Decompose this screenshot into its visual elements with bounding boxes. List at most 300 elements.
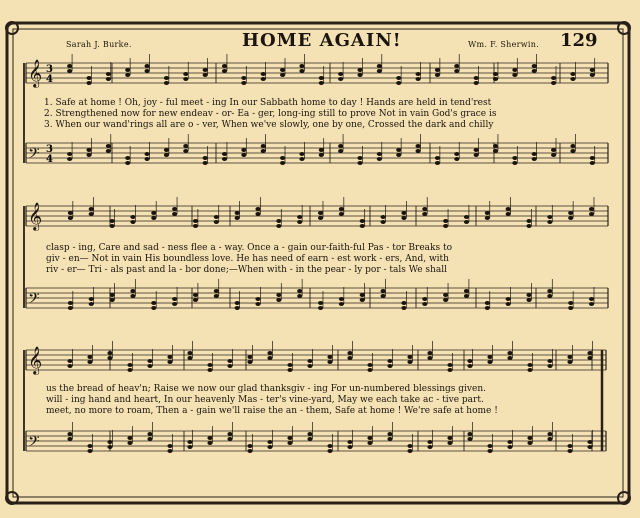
note-head	[567, 355, 572, 359]
note-head	[318, 306, 323, 310]
note-head	[107, 351, 112, 355]
note-head	[193, 298, 198, 302]
note-head	[297, 220, 302, 224]
hymn-title: HOME AGAIN!	[242, 30, 402, 51]
note-head	[164, 153, 169, 157]
note-head	[172, 302, 177, 306]
note-head	[387, 359, 392, 363]
note-head	[67, 157, 72, 161]
note-head	[261, 149, 266, 153]
note-head	[130, 220, 135, 224]
note-head	[443, 219, 448, 223]
lyric-line: 2. Strengthened now for new endeav - or- Ea - ger, long-ing still to prove Not in vain God's grace is	[44, 109, 497, 119]
note-head	[110, 293, 115, 297]
note-head	[427, 440, 432, 444]
note-head	[474, 148, 479, 152]
note-head	[512, 73, 517, 77]
note-head	[527, 363, 532, 367]
note-head	[287, 441, 292, 445]
note-head	[339, 212, 344, 216]
note-head	[506, 297, 511, 301]
note-head	[467, 437, 472, 441]
note-head	[241, 148, 246, 152]
note-head	[247, 360, 252, 364]
note-head	[526, 219, 531, 223]
note-head	[568, 301, 573, 305]
note-head	[347, 445, 352, 449]
note-head	[235, 306, 240, 310]
note-head	[307, 359, 312, 363]
note-head	[416, 149, 421, 153]
note-head	[367, 368, 372, 372]
note-head	[207, 436, 212, 440]
note-head	[86, 153, 91, 157]
note-head	[467, 359, 472, 363]
note-head	[86, 81, 91, 85]
note-head	[125, 68, 130, 72]
note-head	[255, 302, 260, 306]
note-head	[183, 77, 188, 81]
note-head	[307, 437, 312, 441]
note-head	[167, 355, 172, 359]
note-head	[167, 360, 172, 364]
note-head	[357, 161, 362, 165]
note-head	[203, 156, 208, 160]
time-signature-top: 3	[46, 144, 53, 155]
note-head	[318, 301, 323, 305]
note-head	[68, 301, 73, 305]
note-head	[87, 360, 92, 364]
note-head	[339, 302, 344, 306]
note-head	[151, 216, 156, 220]
note-head	[89, 212, 94, 216]
note-head	[267, 356, 272, 360]
note-head	[347, 356, 352, 360]
note-head	[527, 368, 532, 372]
note-head	[547, 437, 552, 441]
note-head	[106, 72, 111, 76]
note-head	[387, 432, 392, 436]
note-head	[447, 368, 452, 372]
note-head	[287, 368, 292, 372]
note-head	[227, 359, 232, 363]
note-head	[570, 77, 575, 81]
note-head	[147, 359, 152, 363]
note-head	[551, 153, 556, 157]
note-head	[207, 363, 212, 367]
note-head	[86, 76, 91, 80]
note-head	[527, 441, 532, 445]
note-head	[401, 211, 406, 215]
treble-clef: 𝄞	[28, 346, 43, 374]
note-head	[464, 289, 469, 293]
note-head	[532, 69, 537, 73]
note-head	[107, 440, 112, 444]
note-head	[443, 298, 448, 302]
note-head	[267, 440, 272, 444]
note-head	[570, 149, 575, 153]
note-head	[377, 157, 382, 161]
note-head	[125, 161, 130, 165]
note-head	[567, 444, 572, 448]
note-head	[512, 161, 517, 165]
note-head	[570, 72, 575, 76]
note-head	[506, 302, 511, 306]
note-head	[280, 73, 285, 77]
note-head	[183, 144, 188, 148]
note-head	[512, 156, 517, 160]
note-head	[485, 211, 490, 215]
note-head	[547, 432, 552, 436]
note-head	[401, 216, 406, 220]
note-head	[172, 212, 177, 216]
note-head	[183, 149, 188, 153]
note-head	[407, 355, 412, 359]
note-head	[187, 440, 192, 444]
note-head	[86, 148, 91, 152]
note-head	[68, 216, 73, 220]
note-head	[193, 293, 198, 297]
note-head	[407, 444, 412, 448]
note-head	[551, 148, 556, 152]
note-head	[485, 306, 490, 310]
note-head	[261, 72, 266, 76]
time-signature-bottom: 4	[46, 154, 53, 165]
note-head	[287, 363, 292, 367]
note-head	[357, 73, 362, 77]
note-head	[299, 64, 304, 68]
note-head	[367, 436, 372, 440]
note-head	[87, 449, 92, 453]
note-head	[222, 152, 227, 156]
note-head	[145, 64, 150, 68]
note-head	[110, 298, 115, 302]
note-head	[235, 216, 240, 220]
note-head	[589, 212, 594, 216]
note-head	[338, 149, 343, 153]
note-head	[89, 207, 94, 211]
note-head	[435, 68, 440, 72]
note-head	[327, 449, 332, 453]
note-head	[297, 215, 302, 219]
note-head	[151, 211, 156, 215]
note-head	[454, 157, 459, 161]
note-head	[145, 69, 150, 73]
note-head	[587, 351, 592, 355]
note-head	[222, 69, 227, 73]
note-head	[422, 212, 427, 216]
bass-clef: 𝄢	[28, 145, 40, 166]
note-head	[407, 360, 412, 364]
lyric-line: us the bread of heav'n; Raise we now our glad thanksgiv - ing For un-numbered blessings given.	[46, 384, 486, 394]
lyric-line: riv - er— Tri - als past and la - bor done;—When with - in the pear - ly por - tals We shall	[46, 265, 447, 275]
note-head	[487, 444, 492, 448]
note-head	[447, 436, 452, 440]
note-head	[396, 153, 401, 157]
page-number: 129	[560, 30, 598, 51]
note-head	[67, 437, 72, 441]
composer-credit: Wm. F. Sherwin.	[468, 40, 540, 49]
note-head	[280, 68, 285, 72]
note-head	[474, 153, 479, 157]
note-head	[527, 436, 532, 440]
time-signature-top: 3	[46, 64, 53, 75]
note-head	[467, 364, 472, 368]
note-head	[127, 441, 132, 445]
note-head	[276, 219, 281, 223]
note-head	[377, 152, 382, 156]
note-head	[493, 149, 498, 153]
note-head	[147, 437, 152, 441]
note-head	[214, 220, 219, 224]
note-head	[106, 149, 111, 153]
note-head	[493, 72, 498, 76]
note-head	[381, 215, 386, 219]
note-head	[589, 207, 594, 211]
note-head	[367, 441, 372, 445]
note-head	[68, 306, 73, 310]
note-head	[222, 64, 227, 68]
note-head	[401, 306, 406, 310]
note-head	[145, 152, 150, 156]
note-head	[381, 294, 386, 298]
note-head	[339, 207, 344, 211]
note-head	[319, 76, 324, 80]
note-head	[422, 297, 427, 301]
note-head	[193, 224, 198, 228]
note-head	[164, 76, 169, 80]
note-head	[89, 297, 94, 301]
note-head	[589, 302, 594, 306]
note-head	[327, 444, 332, 448]
note-head	[347, 440, 352, 444]
note-head	[381, 289, 386, 293]
note-head	[241, 76, 246, 80]
note-head	[357, 68, 362, 72]
note-head	[107, 445, 112, 449]
note-head	[485, 216, 490, 220]
note-head	[547, 359, 552, 363]
note-head	[338, 72, 343, 76]
note-head	[427, 351, 432, 355]
note-head	[547, 364, 552, 368]
note-head	[255, 212, 260, 216]
note-head	[107, 356, 112, 360]
note-head	[568, 211, 573, 215]
note-head	[130, 289, 135, 293]
note-head	[319, 148, 324, 152]
note-head	[396, 148, 401, 152]
note-head	[214, 215, 219, 219]
note-head	[493, 144, 498, 148]
note-head	[318, 211, 323, 215]
note-head	[435, 73, 440, 77]
note-head	[319, 153, 324, 157]
note-head	[567, 360, 572, 364]
note-head	[164, 81, 169, 85]
note-head	[447, 363, 452, 367]
note-head	[106, 77, 111, 81]
note-head	[280, 156, 285, 160]
note-head	[551, 76, 556, 80]
note-head	[547, 215, 552, 219]
note-head	[568, 306, 573, 310]
note-head	[214, 289, 219, 293]
note-head	[338, 77, 343, 81]
note-head	[145, 157, 150, 161]
note-head	[396, 76, 401, 80]
note-head	[127, 368, 132, 372]
note-head	[267, 445, 272, 449]
note-head	[589, 297, 594, 301]
note-head	[568, 216, 573, 220]
note-head	[387, 437, 392, 441]
note-head	[87, 444, 92, 448]
note-head	[387, 364, 392, 368]
lyric-line: meet, no more to roam, Then a - gain we'll raise the an - them, Safe at home ! We're safe at home !	[46, 406, 498, 416]
note-head	[396, 81, 401, 85]
note-head	[241, 81, 246, 85]
note-head	[299, 157, 304, 161]
note-head	[526, 293, 531, 297]
note-head	[172, 207, 177, 211]
note-head	[547, 294, 552, 298]
note-head	[235, 211, 240, 215]
note-head	[339, 297, 344, 301]
note-head	[590, 73, 595, 77]
note-head	[67, 359, 72, 363]
note-head	[287, 436, 292, 440]
note-head	[454, 64, 459, 68]
note-head	[401, 301, 406, 305]
note-head	[125, 156, 130, 160]
note-head	[203, 161, 208, 165]
note-head	[367, 363, 372, 367]
note-head	[493, 77, 498, 81]
note-head	[377, 64, 382, 68]
note-head	[227, 437, 232, 441]
note-head	[164, 148, 169, 152]
note-head	[193, 219, 198, 223]
note-head	[130, 294, 135, 298]
lyric-line: will - ing hand and heart, In our heavenly Mas - ter's vine-yard, May we each take ac - tive part.	[46, 395, 484, 405]
note-head	[377, 69, 382, 73]
note-head	[276, 224, 281, 228]
bass-clef: 𝄢	[28, 290, 40, 311]
note-head	[167, 449, 172, 453]
note-head	[454, 152, 459, 156]
note-head	[318, 216, 323, 220]
note-head	[130, 215, 135, 219]
note-head	[590, 161, 595, 165]
note-head	[227, 364, 232, 368]
note-head	[203, 68, 208, 72]
note-head	[247, 449, 252, 453]
note-head	[67, 364, 72, 368]
note-head	[507, 351, 512, 355]
note-head	[587, 356, 592, 360]
note-head	[526, 224, 531, 228]
note-head	[547, 220, 552, 224]
note-head	[110, 224, 115, 228]
note-head	[338, 144, 343, 148]
note-head	[187, 356, 192, 360]
note-head	[360, 224, 365, 228]
note-head	[147, 432, 152, 436]
note-head	[507, 356, 512, 360]
note-head	[106, 144, 111, 148]
note-head	[551, 81, 556, 85]
note-head	[427, 356, 432, 360]
note-head	[506, 207, 511, 211]
note-head	[307, 364, 312, 368]
note-head	[255, 297, 260, 301]
note-head	[307, 432, 312, 436]
note-head	[487, 449, 492, 453]
note-head	[467, 432, 472, 436]
note-head	[532, 152, 537, 156]
note-head	[416, 77, 421, 81]
note-head	[127, 436, 132, 440]
note-head	[183, 72, 188, 76]
note-head	[474, 81, 479, 85]
note-head	[261, 77, 266, 81]
note-head	[127, 363, 132, 367]
note-head	[506, 212, 511, 216]
note-head	[241, 153, 246, 157]
note-head	[357, 156, 362, 160]
note-head	[319, 81, 324, 85]
note-head	[151, 306, 156, 310]
note-head	[416, 144, 421, 148]
note-head	[443, 224, 448, 228]
note-head	[487, 360, 492, 364]
note-head	[227, 432, 232, 436]
note-head	[187, 351, 192, 355]
note-head	[532, 157, 537, 161]
note-head	[360, 219, 365, 223]
note-head	[567, 449, 572, 453]
note-head	[327, 355, 332, 359]
note-head	[381, 220, 386, 224]
note-head	[222, 157, 227, 161]
note-head	[247, 444, 252, 448]
author-credit: Sarah J. Burke.	[66, 40, 132, 49]
note-head	[267, 351, 272, 355]
note-head	[125, 73, 130, 77]
note-head	[407, 449, 412, 453]
note-head	[261, 144, 266, 148]
note-head	[87, 355, 92, 359]
note-head	[507, 445, 512, 449]
note-head	[299, 69, 304, 73]
note-head	[435, 156, 440, 160]
note-head	[276, 293, 281, 297]
note-head	[587, 440, 592, 444]
lyric-line: giv - en— Not in vain His boundless love. He has need of earn - est work - ers, And, with	[46, 254, 449, 264]
note-head	[360, 298, 365, 302]
note-head	[570, 144, 575, 148]
note-head	[167, 444, 172, 448]
note-head	[512, 68, 517, 72]
note-head	[203, 73, 208, 77]
note-head	[280, 161, 285, 165]
note-head	[276, 298, 281, 302]
bass-clef: 𝄢	[28, 433, 40, 454]
note-head	[207, 441, 212, 445]
note-head	[110, 219, 115, 223]
note-head	[587, 445, 592, 449]
